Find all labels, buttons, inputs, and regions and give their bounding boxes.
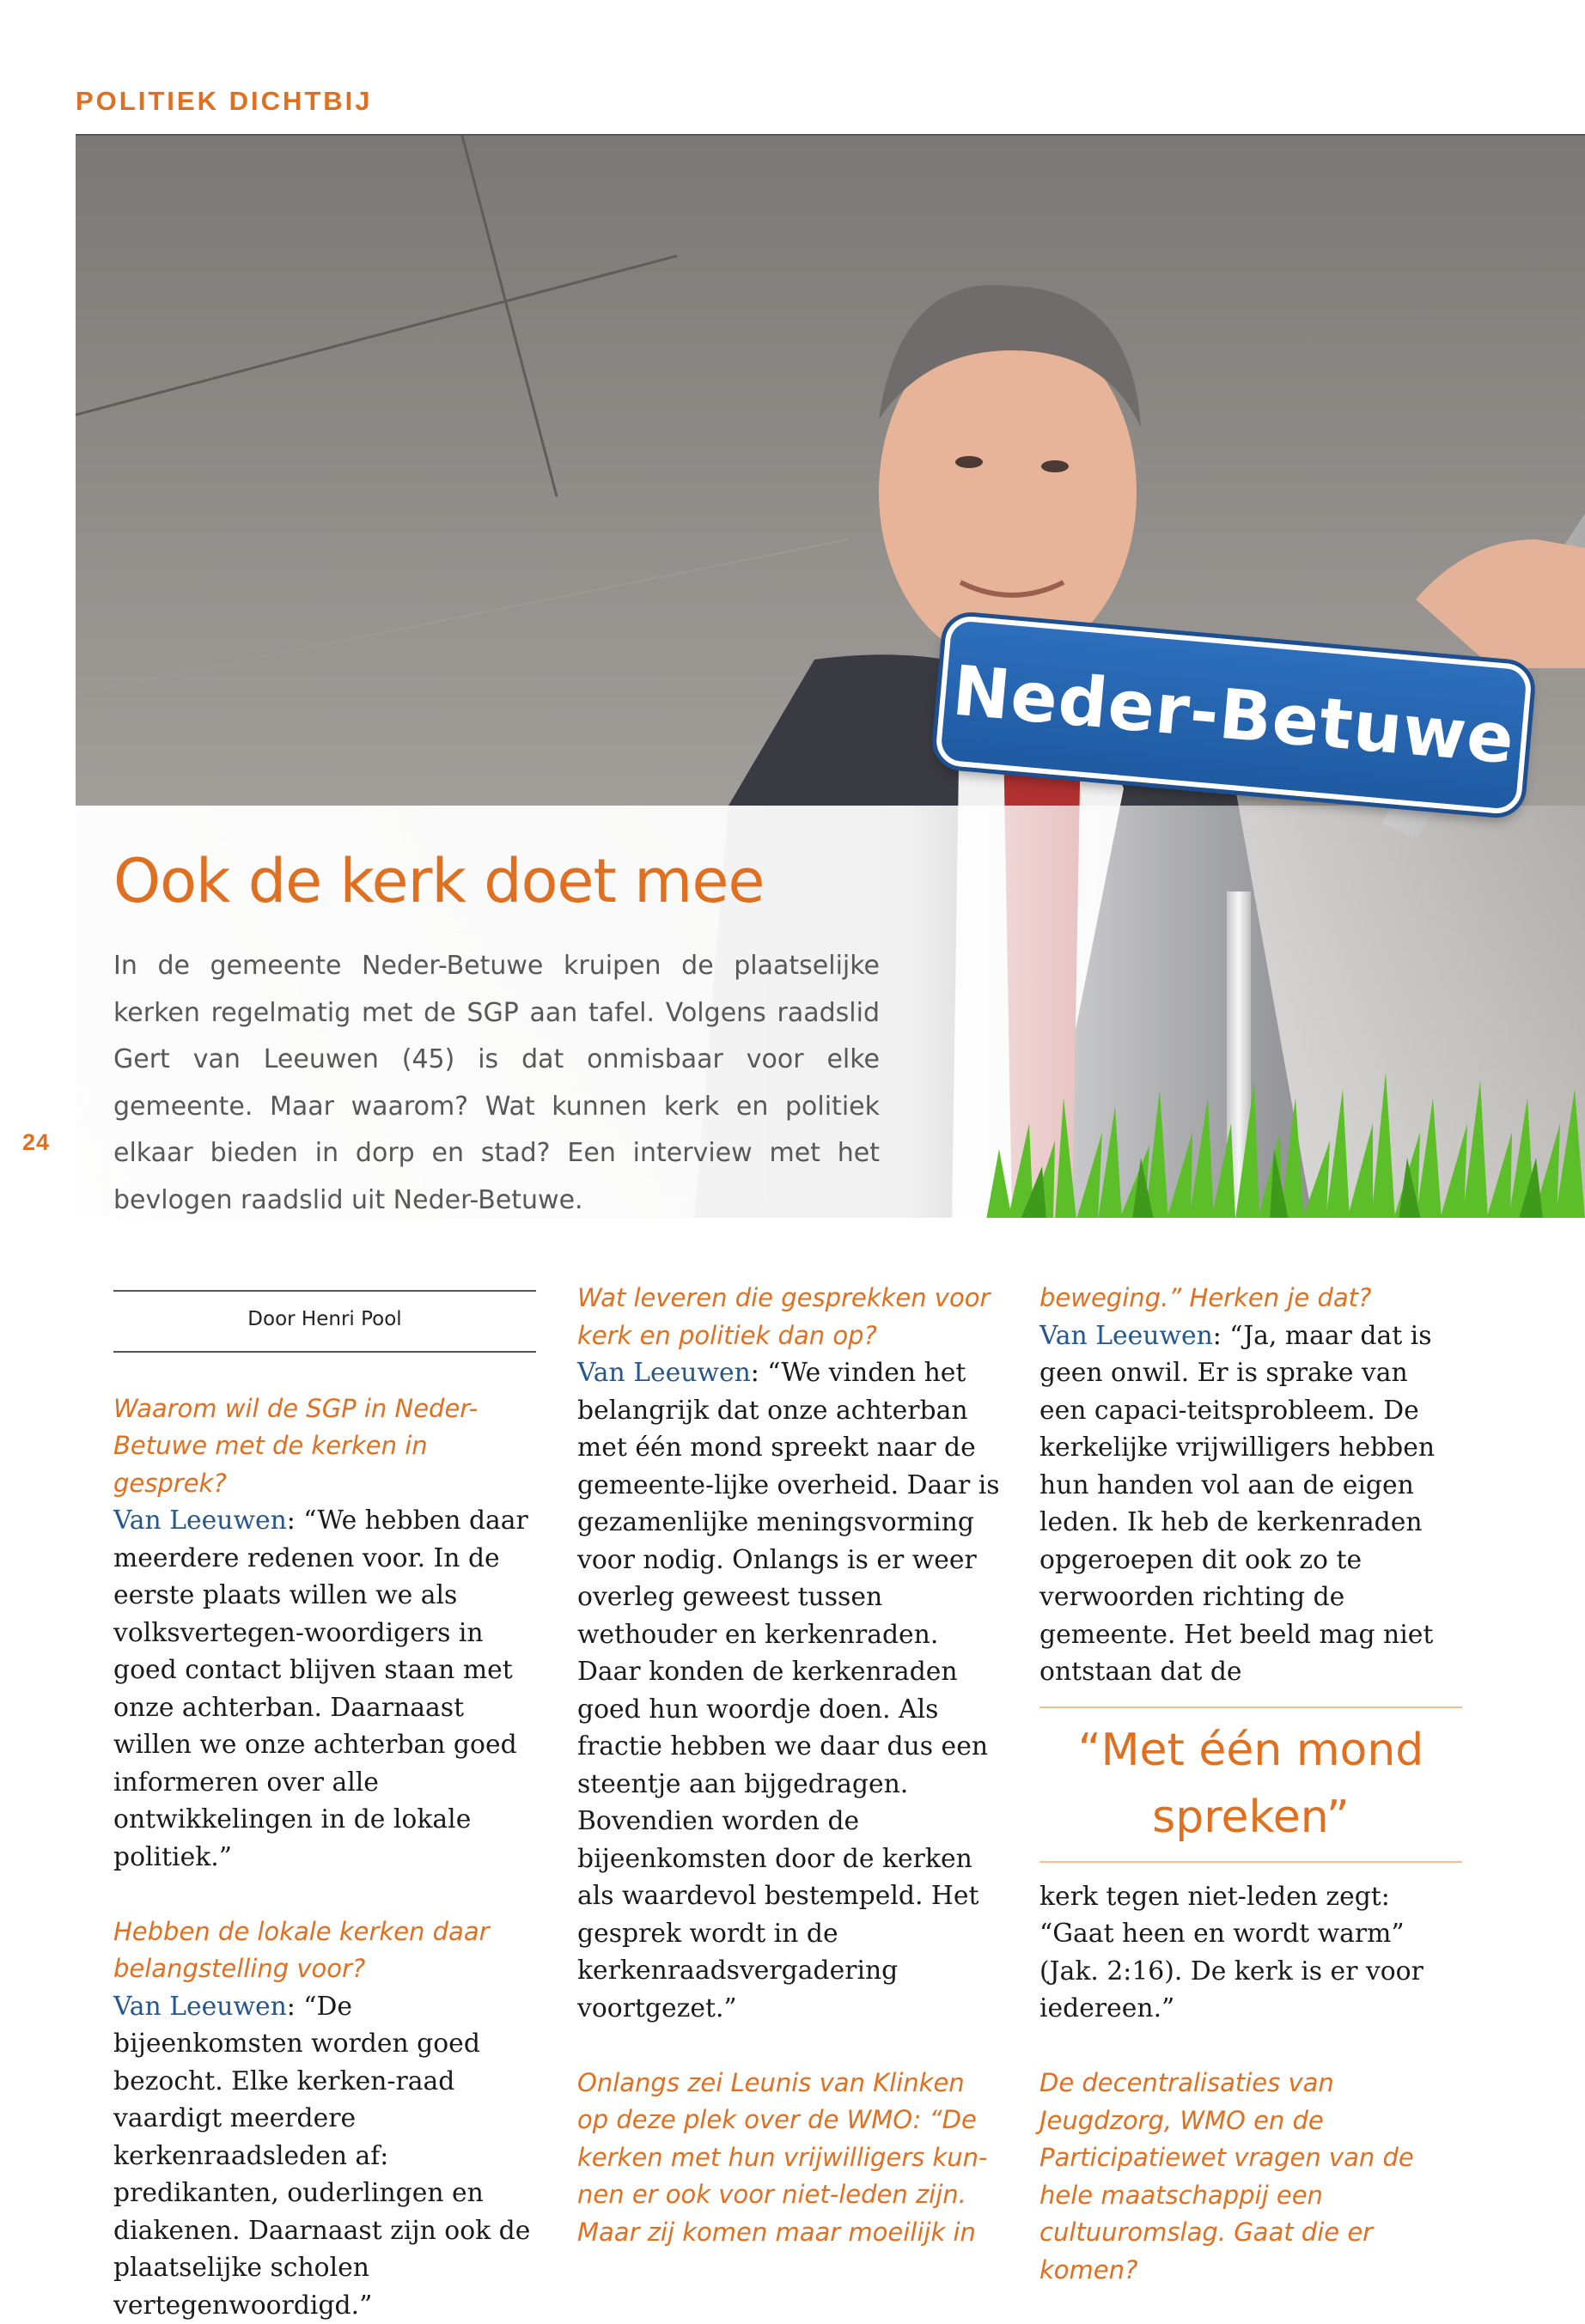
question-3: Wat leveren die gesprekken voor kerk en politiek dan op?	[577, 1280, 1000, 1354]
answer-2-text: : “De bijeenkomsten worden goed bezocht. Elke kerken-raad vaardigt meerdere kerkenraadsleden af: predikanten, ouderlingen en diakenen. Daarnaast zijn ook de plaatselijke scholen vertegenwoordigd.”	[113, 1992, 530, 2321]
speaker-name: Van Leeuwen	[577, 1358, 751, 1388]
answer-1	[113, 1502, 536, 1876]
column-1	[113, 1280, 536, 2324]
answer-1-text: : “We hebben daar meerdere redenen voor. In de eerste plaats willen we als volksvertegen-woordigers in goed contact blijven staan met onze achterban. Daarnaast willen we onze achterban goed informeren over alle ontwikkelingen in de lokale politiek.”	[113, 1506, 528, 1872]
page-number: 24	[22, 1129, 50, 1156]
sign-text: Neder-Betuwe	[949, 651, 1518, 780]
pull-quote: “Met één mond spreken”	[1039, 1706, 1462, 1863]
answer-3	[577, 1354, 1000, 2027]
answer-4	[1039, 1317, 1462, 1691]
question-2: Hebben de lokale kerken daar belangstelling voor?	[113, 1913, 536, 1988]
speaker-name: Van Leeuwen	[1039, 1321, 1213, 1351]
answer-3-text: : “We vinden het belangrijk dat onze achterban met één mond spreekt naar de gemeente-lijke overheid. Daar is gezamenlijke meningsvorming voor nodig. Onlangs is er weer overleg geweest tussen wethouder en kerkenraden. Daar konden de kerkenraden goed hun woordje doen. Als fractie hebben we daar dus een steentje aan bijgedragen. Bovendien worden de bijeenkomsten door de kerken als waardevol bestempeld. Het gesprek wordt in de kerkenraadsvergadering voortgezet.”	[577, 1358, 1000, 2023]
speaker-name: Van Leeuwen	[113, 1506, 287, 1536]
answer-4-text: : “Ja, maar dat is geen onwil. Er is sprake van een capaci-teitsprobleem. De kerkelijke vrijwilligers hebben hun handen vol aan de eigen leden. Ik heb de kerkenraden opgeroepen dit ook zo te verwoorden richting de gemeente. Het beeld mag niet ontstaan dat de	[1039, 1321, 1435, 1688]
speaker-name: Van Leeuwen	[113, 1992, 287, 2022]
question-1: Waarom wil de SGP in Neder-Betuwe met de kerken in gesprek?	[113, 1390, 536, 1503]
question-5: De decentralisaties van Jeugdzorg, WMO en de Participatiewet vragen van de hele maatschappij een cultuuromslag. Gaat die er komen?	[1039, 2065, 1462, 2289]
byline: Door Henri Pool	[113, 1290, 536, 1353]
answer-2	[113, 1988, 536, 2324]
section-label: POLITIEK DICHTBIJ	[76, 86, 373, 117]
question-4: Onlangs zei Leunis van Klinken op deze plek over de WMO: “De kerken met hun vrijwilligers kun-nen er ook voor niet-leden zijn. Maar zij komen maar moeilijk in	[577, 2065, 1000, 2252]
column-3	[1039, 1280, 1462, 2289]
article-lead: In de gemeente Neder-Betuwe kruipen de plaatselijke kerken regelmatig met de SGP aan tafel. Volgens raadslid Gert van Leeuwen (45) is dat onmisbaar voor elke gemeente. Maar waarom? Wat kunnen kerk en politiek elkaar bieden in dorp en stad? Een interview met het bevlogen raadslid uit Neder-Betuwe.	[113, 943, 880, 1224]
question-4-continued: beweging.” Herken je dat?	[1039, 1280, 1462, 1317]
answer-4-continued: kerk tegen niet-leden zegt: “Gaat heen en wordt warm” (Jak. 2:16). De kerk is er voor iedereen.”	[1039, 1878, 1462, 2028]
article-title: Ook de kerk doet mee	[113, 846, 765, 916]
column-2	[577, 1280, 1000, 2251]
